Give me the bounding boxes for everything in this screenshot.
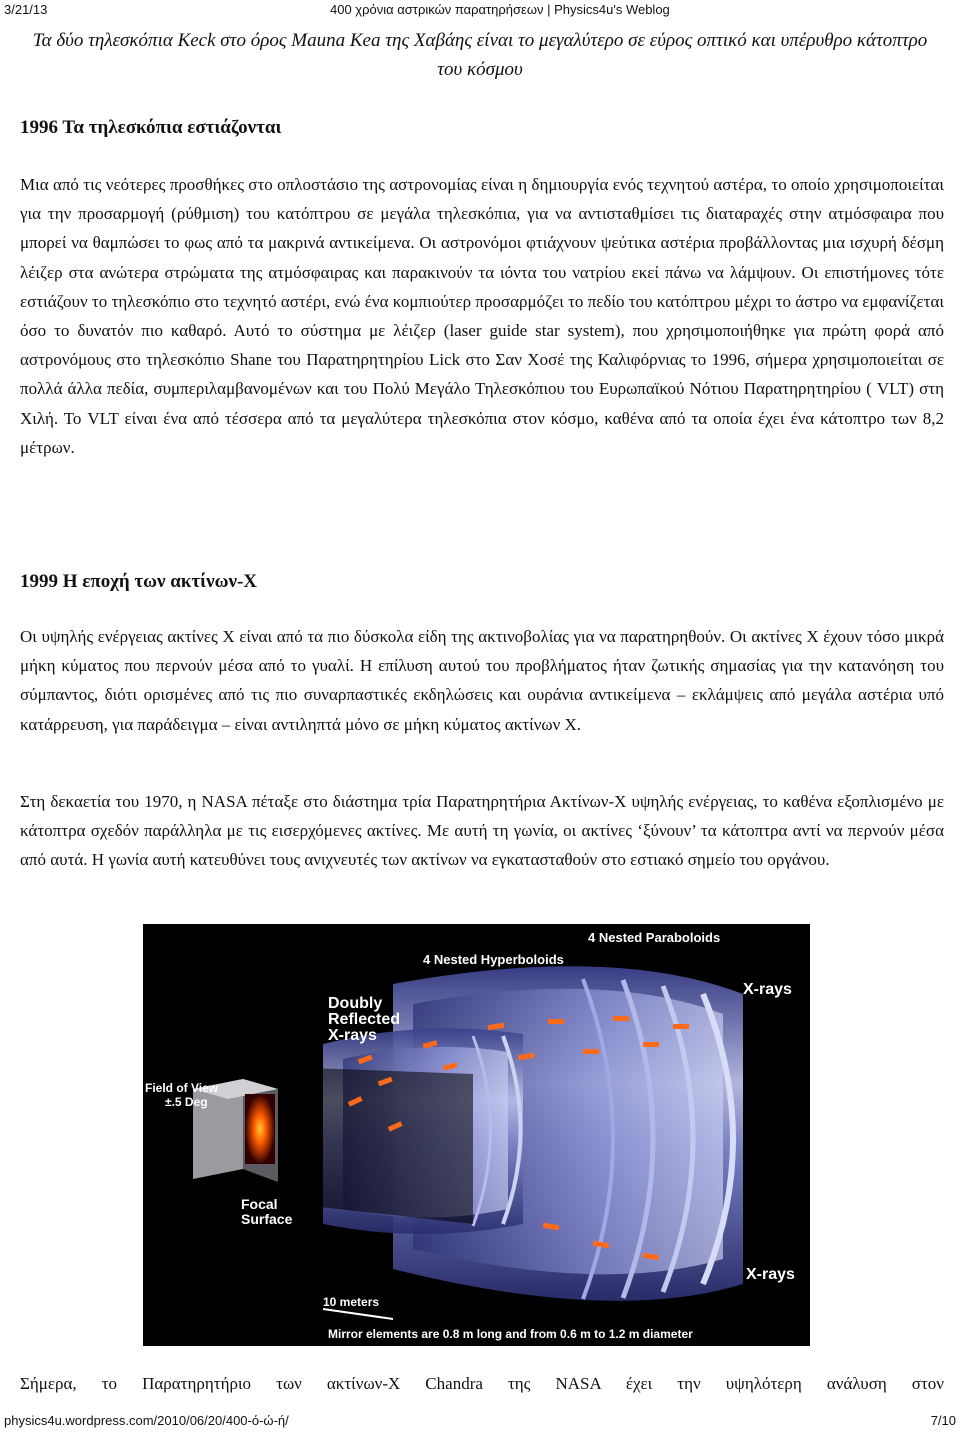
paragraph-nasa-1970s: Στη δεκαετία του 1970, η NASA πέταξε στο διάστημα τρία Παρατηρητήρια Ακτίνων-Χ υψηλής ενέργειας, το καθένα εξοπλισμένο με κάτοπτρα σχεδόν παράλληλα με τις εισερχόμενες ακτίνες. Με αυτή τη γωνία, οι ακτίνες ‘ξύνουν’ τα κάτοπτρα αντί να περνούν μέσα από αυτά. Η γωνία αυτή κατευθύνει τους ανιχνευτές των ακτίνων να εγκατασταθούν στο εστιακό σημείο του οργάνου. bbox=[20, 792, 944, 870]
label-10-meters: 10 meters bbox=[323, 1295, 380, 1309]
image-caption: Τα δύο τηλεσκόπια Keck στο όρος Mauna Kea της Χαβάης είναι το μεγαλύτερο σε εύρος οπτικό και υπέρυθρο κάτοπτρο του κόσμου bbox=[32, 30, 928, 80]
label-xrays-doubly: X-rays bbox=[328, 1027, 377, 1044]
label-doubly: Doubly bbox=[328, 995, 383, 1012]
print-page-number: 7/10 bbox=[930, 1413, 956, 1428]
label-mirror-elements: Mirror elements are 0.8 m long and from 0.6 m to 1.2 m diameter bbox=[328, 1327, 693, 1341]
label-xrays-top: X-rays bbox=[743, 981, 792, 998]
paragraph-chandra-start: Σήμερα, το Παρατηρητήριο των ακτίνων-Χ Chandra της NASA έχει την υψηλότερη ανάλυση στον bbox=[20, 1374, 944, 1393]
label-xrays-bottom: X-rays bbox=[746, 1266, 795, 1283]
label-focal: Focal bbox=[241, 1196, 278, 1212]
section-heading-1996: 1996 Τα τηλεσκόπια εστιάζονται bbox=[20, 117, 282, 138]
label-reflected: Reflected bbox=[328, 1011, 401, 1028]
print-footer-url: physics4u.wordpress.com/2010/06/20/400-ό-ώ-ή/ bbox=[4, 1413, 289, 1428]
label-field-of-view: Field of View bbox=[145, 1081, 219, 1095]
section-heading-1999: 1999 Η εποχή των ακτίνων-Χ bbox=[20, 571, 257, 592]
xray-mirror-diagram bbox=[143, 924, 810, 1346]
label-fov-degrees: ±.5 Deg bbox=[165, 1095, 208, 1109]
print-page-title: 400 χρόνια αστρικών παρατηρήσεων | Physics4u's Weblog bbox=[330, 2, 670, 17]
paragraph-xray-difficulty: Οι υψηλής ενέργειας ακτίνες Χ είναι από τα πιο δύσκολα είδη της ακτινοβολίας για να παρατηρηθούν. Οι ακτίνες Χ έχουν τόσο μικρά μήκη κύματος που περνούν μέσα από το γυαλί. Η επίλυση αυτού του προβλήματος ήταν ζωτικής σημασίας για την κατανόηση του σύμπαντος, διότι ορισμένες από τις πιο συναρπαστικές εκδηλώσεις και ουράνια αντικείμενα – εκλάμψεις από μεγάλα αστέρια υπό κατάρρευση, για παράδειγμα – είναι αντιληπτά μόνο σε μήκη κύματος ακτίνων Χ. bbox=[20, 627, 944, 734]
print-date: 3/21/13 bbox=[4, 2, 48, 17]
paragraph-laser-guide-star: Μια από τις νεότερες προσθήκες στο οπλοστάσιο της αστρονομίας είναι η δημιουργία ενός τεχνητού αστέρα, το οποίο χρησιμοποιείται για την προσαρμογή (ρύθμιση) του κατόπτρου σε μεγάλα τηλεσκόπια, για να αντισταθμίσει τις διαταραχές στην ατμόσφαιρα που μπορεί να θαμπώσει το φως από τα μακρινά αντικείμενα. Οι αστρονόμοι φτιάχνουν ψεύτικα αστέρια προβάλλοντας μια ισχυρή δέσμη λέιζερ στα ανώτερα στρώματα της ατμόσφαιρας και παρακινούν τα ιόντα του νατρίου εκεί πάνω να λάμψουν. Οι επιστήμονες τότε εστιάζουν το τηλεσκόπιο στο τεχνητό αστέρι, ενώ ένα κομπιούτερ προσαρμόζει το πεδίο του κατόπτρου μέχρι το άστρο να εμφανίζεται όσο το δυνατόν πιο καθαρό. Αυτό το σύστημα με λέιζερ (laser guide star system), που χρησιμοποιήθηκε για πρώτη φορά από αστρονόμους στο τηλεσκόπιο Shane του Παρατηρητηρίου Lick στο Σαν Χοσέ της Καλιφόρνιας το 1996, σήμερα χρησιμοποιείται σε πολλά άλλα πεδία, συμπεριλαμβανομένων και του Πολύ Μεγάλο Τηλεσκόπιου του Ευρωπαϊκού Νότιου Παρατηρητηρίου ( VLT) στη Χιλή. Το VLT είναι ένα από τέσσερα από τα μεγαλύτερα τηλεσκόπια στον κόσμο, καθένα από τα οποία έχει ένα κάτοπτρο των 8,2 μέτρων. bbox=[20, 175, 944, 457]
label-4-nested-paraboloids: 4 Nested Paraboloids bbox=[588, 930, 721, 945]
label-4-nested-hyperboloids: 4 Nested Hyperboloids bbox=[423, 952, 564, 967]
scale-bar bbox=[323, 1309, 393, 1319]
label-surface: Surface bbox=[241, 1211, 293, 1227]
